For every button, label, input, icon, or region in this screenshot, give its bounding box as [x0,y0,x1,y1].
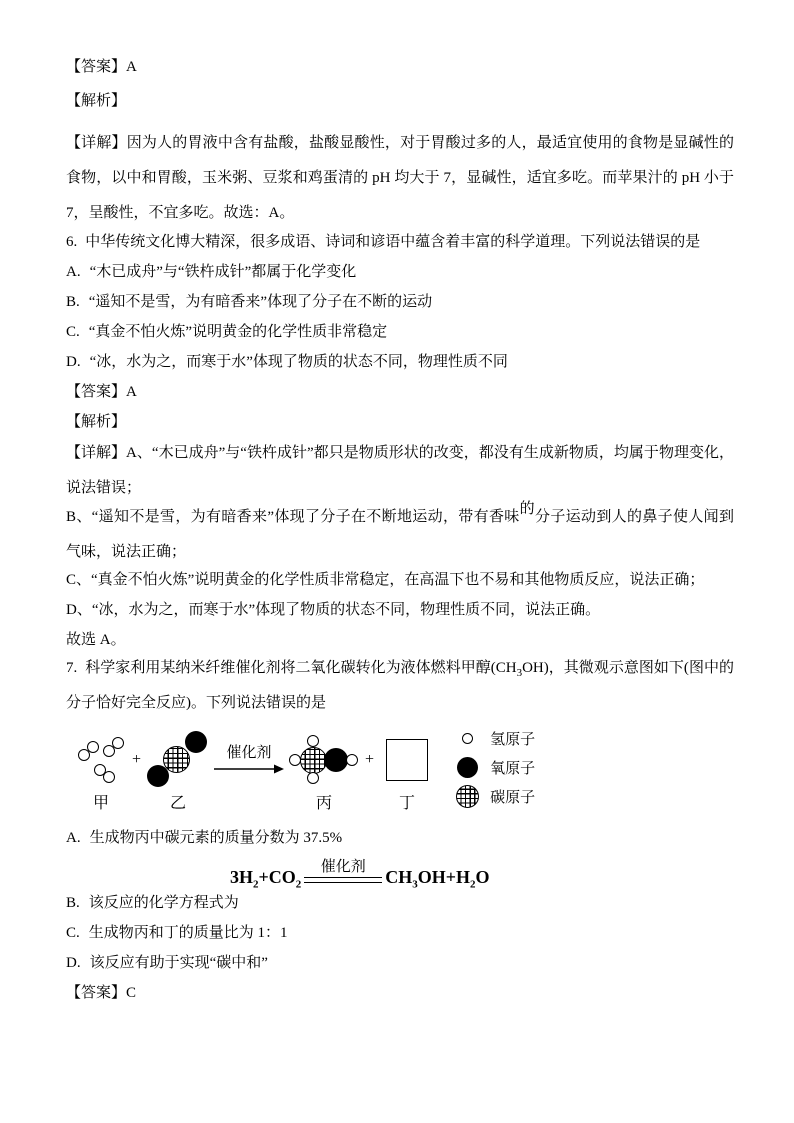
q5-detail-text: 因为人的胃液中含有盐酸，盐酸显酸性，对于胃酸过多的人，最适宜使用的食物是显碱性的食物，以中和胃酸，玉米粥、豆浆和鸡蛋清的 pH 均大于 7，显碱性，适宜多吃。而苹果汁的 pH 小于 7，呈酸性，不宜多吃。故选：A。 [66,135,734,221]
q5-detail-paragraph [66,126,734,231]
q6-detail-b-text-2: 分子运动到人的鼻子使人闻到气味，说法正确； [66,509,734,560]
atom-legend [454,725,535,809]
reactant-jia-label: 甲 [92,795,109,812]
q5-answer-label: 【答案】 [66,59,127,75]
product-bing-label: 丙 [316,795,333,812]
unknown-substance-square-icon [386,739,428,781]
question-7-stem-text-2: OH)，其微观示意图如下(图中的分子恰好完全反应)。下列说法错误的是 [66,660,734,711]
option-label: C. [66,925,80,941]
product-bing-unit [289,729,359,813]
q6-detail-a-text: A、“木已成舟”与“铁杵成针”都只是物质形状的改变，都没有生成新物质，均属于物理变化，说法错误； [66,445,734,496]
reactant-yi-unit [147,729,209,813]
hydrogen-atom-icon [307,735,319,747]
q6-detail-b-paragraph [66,500,734,570]
q5-answer-value: A [126,59,137,75]
oxygen-atom-icon [324,748,348,772]
methanol-subscript: 3 [516,667,523,679]
legend-row-carbon [454,783,535,809]
question-6-number: 6. [66,234,78,250]
option-label: D. [66,955,81,971]
question-6-stem [66,233,734,252]
reactant-yi-label: 乙 [170,795,187,812]
legend-row-oxygen [454,754,535,780]
question-6-option-b [66,293,734,312]
plus-sign: + [132,751,142,768]
question-7-stem-text-1: 科学家利用某纳米纤维催化剂将二氧化碳转化为液体燃料甲醇(CH [85,660,517,676]
hydrogen-atom-icon [112,737,124,749]
hydrogen-atom-icon [289,754,301,766]
question-7-option-b [66,894,734,913]
hydrogen-atom-icon [307,772,319,784]
q6-detail-b-text-1: B、“遥知不是雪，为有暗香来”体现了分子在不断地运动，带有香味 [66,509,520,525]
equation-left-side: $3H_2+CO_2$ [230,867,302,891]
option-text: “遥知不是雪，为有暗香来”体现了分子在不断的运动 [88,294,433,310]
oxygen-atom-icon [457,757,478,778]
option-label: B. [66,895,80,911]
question-6-stem-text: 中华传统文化博大精深，很多成语、诗词和谚语中蕴含着丰富的科学道理。下列说法错误的是 [85,234,701,250]
q6-detail-d-line [66,601,734,620]
option-text: “木已成舟”与“铁杵成针”都属于化学变化 [89,264,357,280]
option-label: A. [66,830,81,846]
hydrogen-atom-icon [346,754,358,766]
carbon-atom-icon [300,747,327,774]
q6-detail-label: 【详解】 [66,445,127,461]
q6-analysis-label: 【解析】 [66,414,127,430]
legend-label-hydrogen: 氢原子 [490,731,536,748]
equation-condition [304,859,382,883]
product-ding-unit [386,729,428,813]
hydrogen-molecules-icon [76,736,126,784]
q5-analysis-label: 【解析】 [66,93,127,109]
q5-analysis-line [66,92,734,111]
option-label: A. [66,264,81,280]
q6-detail-b-raised-char: 的 [519,501,535,517]
carbon-dioxide-molecule-icon [147,731,209,789]
option-text: 生成物丙中碳元素的质量分数为 37.5% [89,830,343,846]
double-line-icon [304,877,382,883]
question-7-stem [66,651,734,721]
q6-detail-c-text: C、“真金不怕火炼”说明黄金的化学性质非常稳定，在高温下也不易和其他物质反应，说法正确； [66,572,705,588]
reaction-diagram [76,729,734,813]
plus-sign: + [365,751,375,768]
question-6-option-d [66,353,734,372]
catalyst-condition-label: 催化剂 [320,859,366,875]
right-arrow-icon [214,763,284,775]
q6-answer-value: A [126,384,137,400]
carbon-atom-icon [163,746,190,773]
chemical-equation [230,859,734,891]
reaction-arrow-unit [209,729,289,791]
legend-label-oxygen: 氧原子 [490,760,536,777]
option-text: “冰，水为之，而寒于水”体现了物质的状态不同，物理性质不同 [89,354,508,370]
equation-right-side: $CH_3OH+H_2O$ [385,867,490,891]
option-text: 生成物丙和丁的质量比为 1：1 [88,925,288,941]
option-label: C. [66,324,80,340]
option-text: “真金不怕火炼”说明黄金的化学性质非常稳定 [88,324,388,340]
q6-answer-label: 【答案】 [66,384,127,400]
q5-answer-line [66,58,734,77]
catalyst-condition-label: 催化剂 [226,745,272,761]
carbon-atom-icon [456,785,479,808]
methanol-molecule-icon [289,735,359,785]
reactant-jia-unit [76,729,126,813]
question-7-number: 7. [66,660,78,676]
q6-conclusion-line [66,631,734,650]
q6-detail-a-paragraph [66,436,734,506]
question-6-option-a [66,263,734,282]
legend-label-carbon: 碳原子 [490,789,536,806]
question-6-option-c [66,323,734,342]
option-label: D. [66,354,81,370]
hydrogen-atom-icon [462,733,473,744]
q6-analysis-line [66,413,734,432]
option-label: B. [66,294,80,310]
hydrogen-atom-icon [87,741,99,753]
q7-answer-line [66,984,734,1003]
q6-answer-line [66,383,734,402]
q6-detail-c-line [66,571,734,590]
question-7-option-c [66,924,734,943]
option-text: 该反应的化学方程式为 [88,895,239,911]
q7-answer-label: 【答案】 [66,985,127,1001]
hydrogen-atom-icon [103,771,115,783]
oxygen-atom-icon [185,731,207,753]
q6-detail-d-text: D、“冰，水为之，而寒于水”体现了物质的状态不同，物理性质不同，说法正确。 [66,602,601,618]
q7-answer-value: C [126,985,137,1001]
legend-row-hydrogen [454,725,535,751]
question-7-option-d [66,954,734,973]
q6-conclusion-text: 故选 A。 [66,632,126,648]
product-ding-label: 丁 [399,795,416,812]
q5-detail-label: 【详解】 [66,135,127,151]
question-7-option-a [66,829,734,848]
option-text: 该反应有助于实现“碳中和” [89,955,268,971]
